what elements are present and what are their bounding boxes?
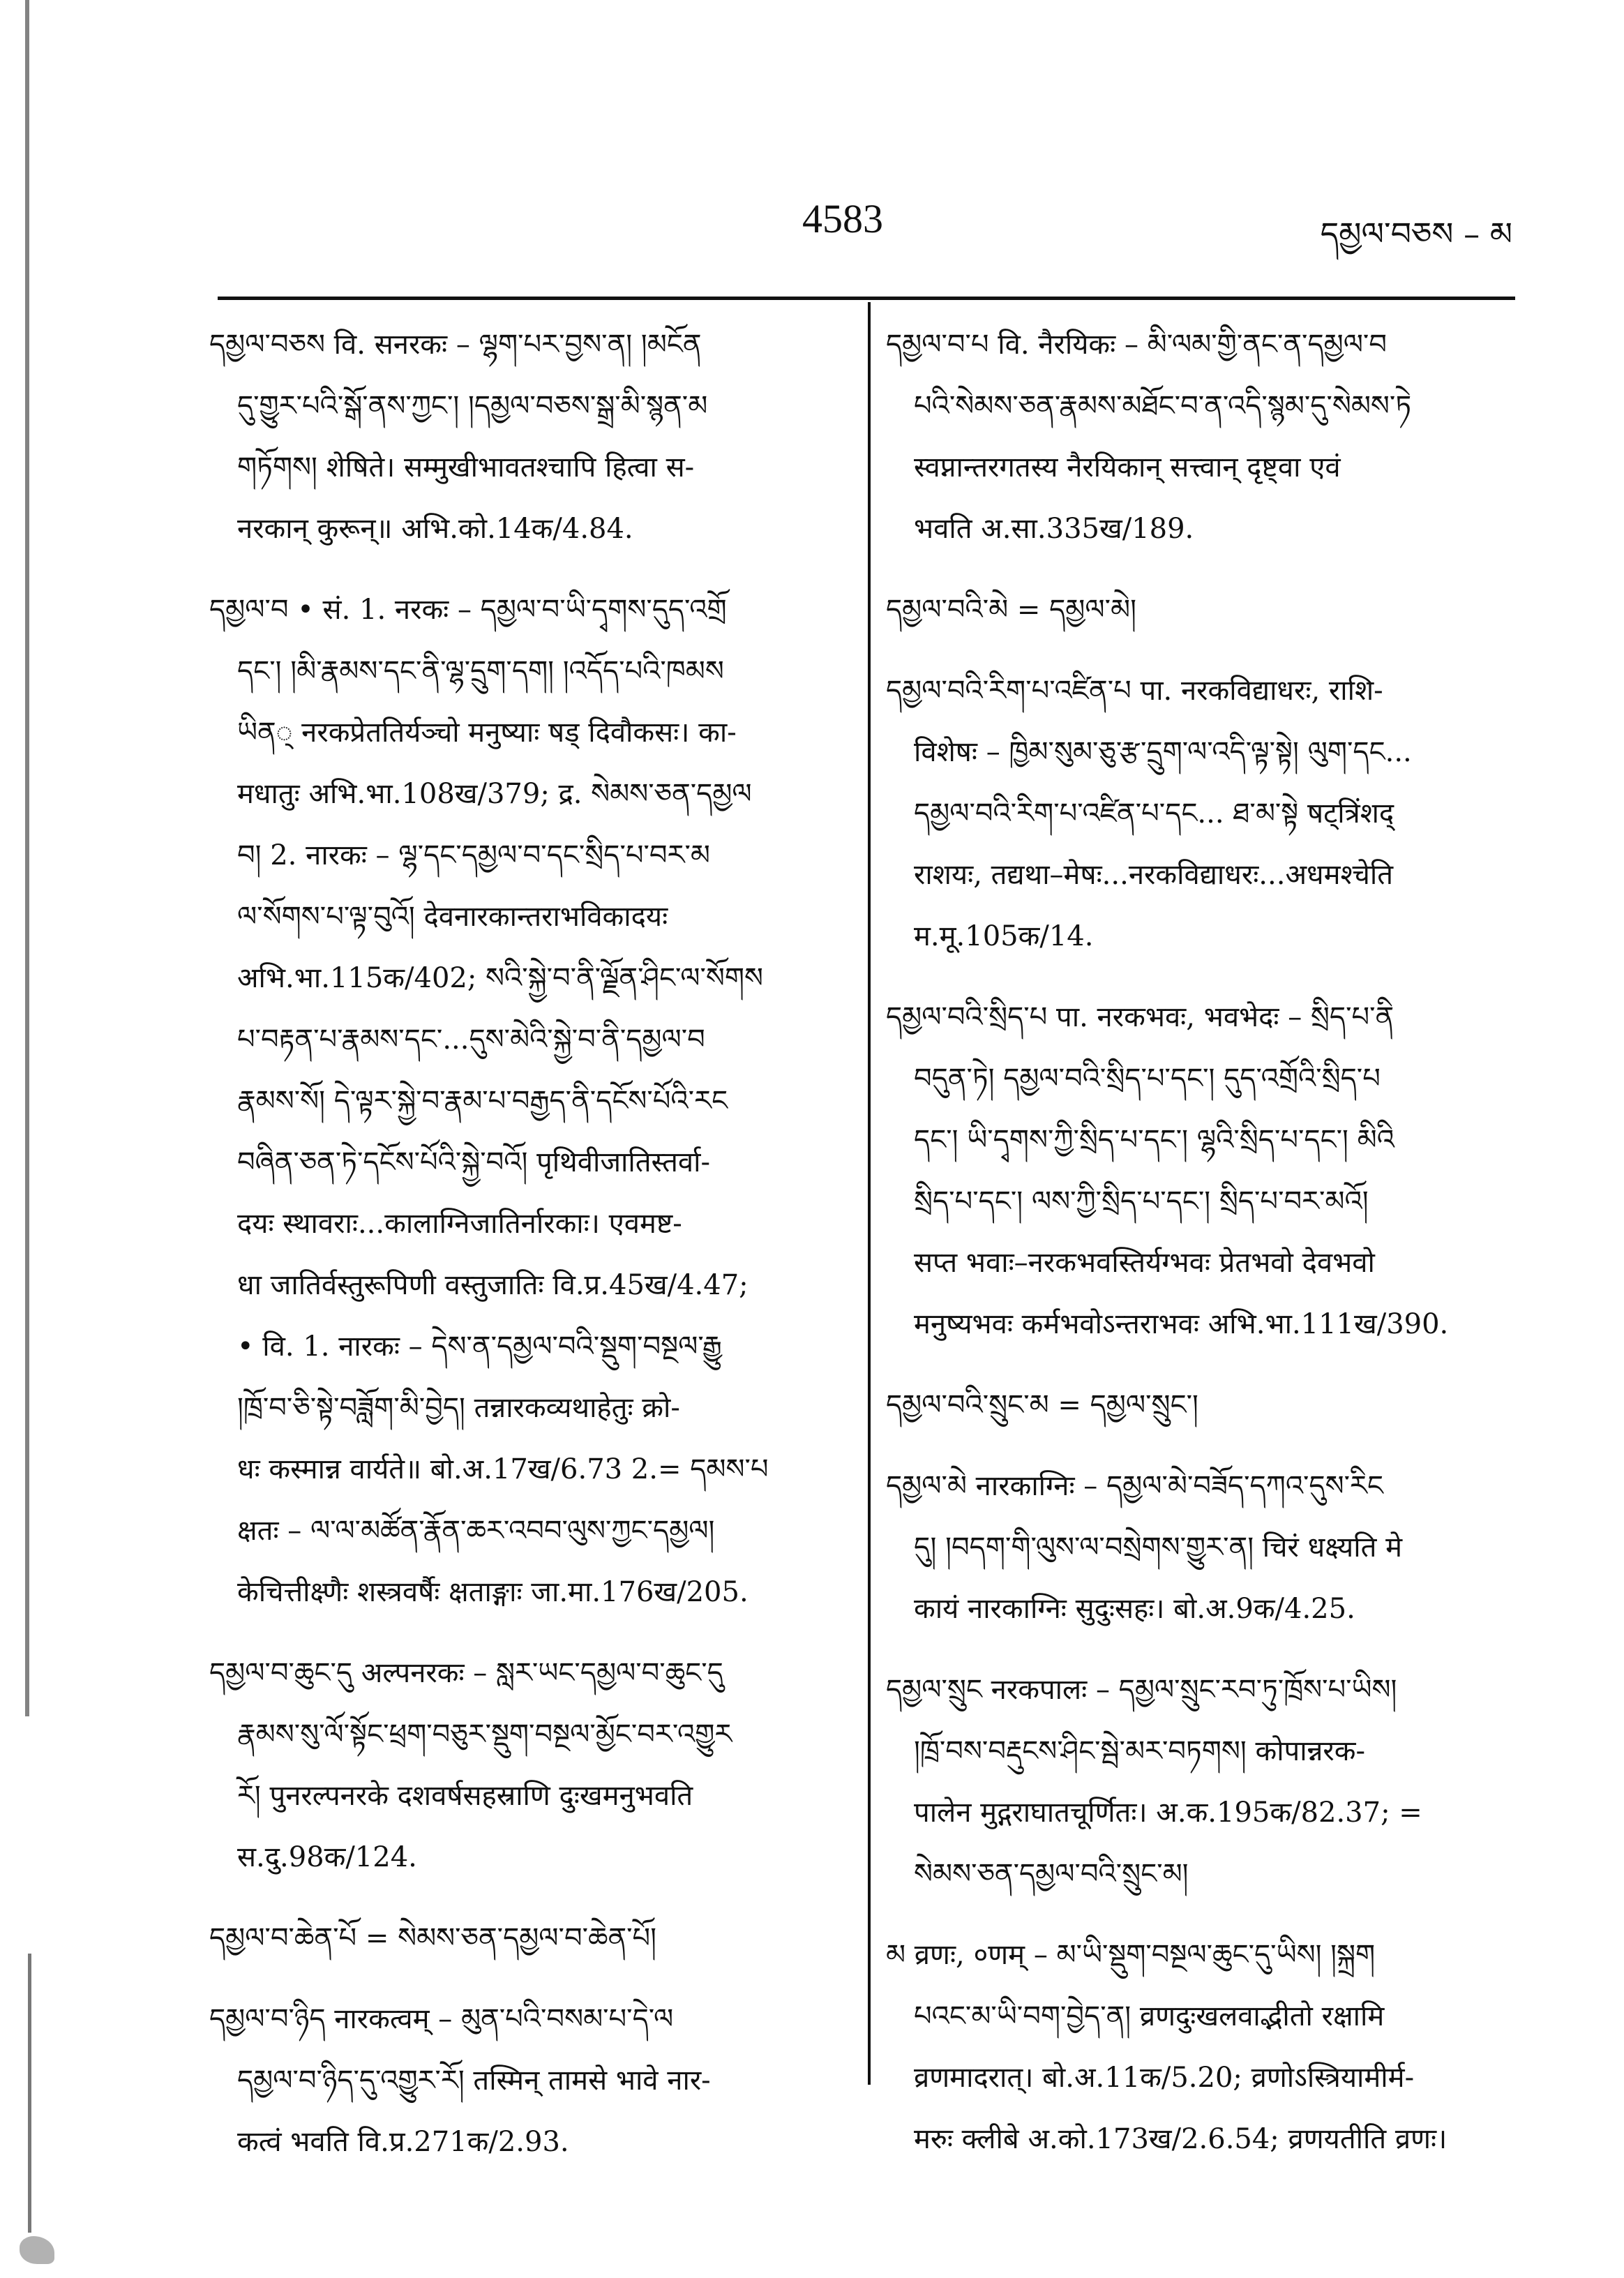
dictionary-entry: [886, 1455, 1507, 1640]
entry-line: དང་། ཡི་དྭགས་ཀྱི་སྲིད་པ་དང་། ལྷའི་སྲིད་པ་དང་། མིའི: [914, 1124, 1394, 1156]
entry-line: སྲིད་པ་དང་། ལས་ཀྱི་སྲིད་པ་དང་། སྲིད་པ་བར་མའོ།: [914, 1185, 1369, 1217]
entry-line: राशयः, तद्यथा–मेषः...नरकविद्याधरः...अधमश्चेति: [914, 859, 1394, 891]
entry-headline: དམྱལ་མེ नारकाग्निः – དམྱལ་མེ་བཟོད་དཀའ་དུས་རིང: [886, 1470, 1383, 1502]
entry-line: केचित्तीक्ष्णैः शस्त्रवर्षैः क्षताङ्गाः जा.मा.176ख/205.: [237, 1576, 749, 1608]
entry-line: क्षतः – ལ་ལ་མཚོན་རྣོན་ཆར་འབབ་ལུས་ཀྱང་དམྱལ།: [237, 1515, 715, 1547]
entry-headline: དམྱལ་སྲུང नरकपालः – དམྱལ་སྲུང་རབ་ཏུ་ཁྲོས་པ་ཡིས།: [886, 1674, 1397, 1706]
entry-line: དམྱལ་བའི་རིག་པ་འཛིན་པ་དང... ཐ་མ་སྟེ षट्त्रिंशद्: [914, 797, 1394, 830]
dictionary-entry: [209, 1642, 837, 1888]
entry-line: दयः स्थावराः...कालाग्निजातिर्नारकाः। एवमष्ट-: [237, 1208, 682, 1240]
entry-line: ཡིན् नरकप्रेततिर्यञ्चो मनुष्याः षड् दिवौकसः। का-: [237, 717, 737, 749]
scan-edge: [28, 1954, 31, 2233]
entry-line: विशेषः – ཁྱིམ་སུམ་ཅུ་རྩ་དྲུག་ལ་འདི་ལྟ་སྟེ། ལུག་དང...: [914, 736, 1412, 768]
entry-line: བཞིན་ཅན་ཏེ་དངོས་པོའི་སྐྱེ་བའོ། पृथिवीजातिस्तर्वा-: [237, 1146, 710, 1178]
entry-line: नरकान् कुरून्॥ अभि.को.14क/4.84.: [237, 513, 633, 545]
entry-headline: དམྱལ་བའི་མེ = དམྱལ་མེ།: [886, 594, 1136, 626]
entry-headline: དམྱལ་བཅས वि. सनरकः – ལྷག་པར་བྱས་ན། །མངོན: [209, 329, 702, 361]
entry-line: मरुः क्लीबे अ.को.173ख/2.6.54; व्रणयतीति व्रणः।: [914, 2123, 1448, 2155]
entry-line: स.दु.98क/124.: [237, 1841, 417, 1873]
scan-artifact: [20, 2236, 54, 2264]
entry-headline: དམྱལ་བའི་སྲིད་པ पा. नरकभवः, भवभेदः – སྲིད་པ་ནི: [886, 1001, 1394, 1033]
entry-line: བདུན་ཏེ། དམྱལ་བའི་སྲིད་པ་དང་། དུད་འགྲོའི་སྲིད་པ: [914, 1063, 1381, 1095]
entry-line: भवति अ.सा.335ख/189.: [914, 513, 1194, 545]
left-column: [209, 314, 837, 2192]
dictionary-entry: [209, 1908, 837, 1969]
entry-line: अभि.भा.115क/402; སའི་སྐྱེ་བ་ནི་ལྗོན་ཤིང་ལ་སོགས: [237, 962, 764, 994]
entry-line: པ་བརྟན་པ་རྣམས་དང་...དུས་མེའི་སྐྱེ་བ་ནི་དམྱལ་བ: [237, 1024, 705, 1056]
dictionary-entry: [886, 987, 1507, 1355]
entry-headline: དམྱལ་བའི་རིག་པ་འཛིན་པ पा. नरकविद्याधरः, राशि-: [886, 675, 1383, 707]
entry-headline: དམྱལ་བ • सं. 1. नरकः – དམྱལ་བ་ཡི་དྭགས་དུད་འགྲོ: [209, 594, 727, 626]
dictionary-entry: [886, 314, 1507, 560]
entry-line: །ཁྲོ་བས་བརྡུངས་ཤིང་སྦེ་མར་བཏགས། कोपान्नरक-: [914, 1735, 1366, 1767]
entry-line: དམྱལ་བ་ཉིད་དུ་འགྱུར་རོ། तस्मिन् तामसे भावे नार-: [237, 2065, 711, 2097]
dictionary-entry: [886, 1374, 1507, 1436]
dictionary-entry: [209, 579, 837, 1623]
entry-headline: དམྱལ་བའི་སྲུང་མ = དམྱལ་སྲུང་།: [886, 1389, 1198, 1421]
entry-line: कत्वं भवति वि.प्र.271क/2.93.: [237, 2126, 569, 2158]
entry-line: །ཁྲོ་བ་ཅི་སྟེ་བཟློག་མི་བྱེད། तन्नारकव्यथाहेतुः क्रो-: [237, 1392, 680, 1424]
entry-line: དུ། །བདག་གི་ལུས་ལ་བསྲེགས་གྱུར་ན། चिरं धक्ष्यति मे: [914, 1531, 1403, 1564]
entry-line: मनुष्यभवः कर्मभवोऽन्तराभवः अभि.भा.111ख/390.: [914, 1308, 1449, 1340]
entry-line: སེམས་ཅན་དམྱལ་བའི་སྲུང་མ།: [914, 1858, 1189, 1890]
dictionary-entry: [886, 660, 1507, 967]
entry-line: རྣམས་སོ། དེ་ལྟར་སྐྱེ་བ་རྣམ་པ་བརྒྱད་ནི་དངོས་པོའི་རང: [237, 1085, 728, 1117]
entry-line: དང་། །མི་རྣམས་དང་ནི་ལྷ་དྲུག་དག། །འདོད་པའི་ཁམས: [237, 655, 724, 687]
running-head: དམྱལ་བཅས – མ: [1320, 215, 1512, 253]
entry-headline: དམྱལ་བ་ཉིད नारकत्वम् – མུན་པའི་བསམ་པ་དེ་ལ: [209, 2003, 674, 2035]
right-column: [886, 314, 1507, 2189]
entry-line: བ། 2. नारकः – ལྷ་དང་དམྱལ་བ་དང་སྲིད་པ་བར་མ: [237, 839, 710, 871]
entry-line: རྣམས་སུ་ལོ་སྟོང་ཕྲག་བཅུར་སྡུག་བསྔལ་མྱོང་བར་འགྱུར: [237, 1718, 732, 1751]
entry-line: པའི་སེམས་ཅན་རྣམས་མཐོང་བ་ན་འདི་སྙམ་དུ་སེམས་ཏེ: [914, 390, 1412, 422]
entry-line: पालेन मुद्गराघातचूर्णितः। अ.क.195क/82.37; =: [914, 1797, 1422, 1829]
entry-line: सप्त भवाः–नरकभवस्तिर्यग्भवः प्रेतभवो देवभवो: [914, 1247, 1375, 1279]
entry-line: རོ། पुनरल्पनरके दशवर्षसहस्राणि दुःखमनुभवति: [237, 1780, 693, 1812]
entry-headline: དམྱལ་བ་ཆེན་པོ = སེམས་ཅན་དམྱལ་བ་ཆེན་པོ།: [209, 1922, 657, 1954]
entry-line: པའང་མ་ཡི་བག་བྱེད་ན། व्रणदुःखलवाद्भीतो रक्षामि: [914, 2000, 1385, 2032]
header-rule: [218, 297, 1515, 300]
entry-line: གཏོགས། शेषिते। सम्मुखीभावतश्चापि हित्वा स-: [237, 451, 695, 484]
dictionary-entry: [209, 314, 837, 560]
scan-edge: [25, 0, 29, 1716]
entry-headline: དམྱལ་བ་ཆུང་དུ अल्पनरकः – སླར་ཡང་དམྱལ་བ་ཆུང་དུ: [209, 1657, 723, 1689]
entry-line: धा जातिर्वस्तुरूपिणी वस्तुजातिः वि.प्र.45ख/4.47;: [237, 1269, 749, 1301]
entry-line: स्वप्नान्तरगतस्य नैरयिकान् सत्त्वान् दृष्ट्वा एवं: [914, 451, 1341, 484]
dictionary-entry: [886, 579, 1507, 640]
entry-line: ལ་སོགས་པ་ལྟ་བུའོ། देवनारकान्तराभविकादयः: [237, 901, 668, 933]
entry-headline: དམྱལ་བ་པ वि. नैरयिकः – མི་ལམ་གྱི་ནང་ན་དམྱལ་བ: [886, 329, 1387, 361]
entry-line: व्रणमादरात्। बो.अ.11क/5.20; व्रणोऽस्त्रियामीर्म-: [914, 2062, 1415, 2094]
dictionary-entry: [886, 1659, 1507, 1905]
entry-line: कायं नारकाग्निः सुदुःसहः। बो.अ.9क/4.25.: [914, 1593, 1355, 1625]
entry-headline: མ व्रणः, ०णम् – མ་ཡི་སྡུག་བསྔལ་ཆུང་དུ་ཡིས། །སྐྲག: [886, 1939, 1376, 1971]
entry-line: धः कस्मान्न वार्यते॥ बो.अ.17ख/6.73 2.= དམས་པ: [237, 1453, 769, 1485]
page-number: 4583: [802, 196, 883, 241]
entry-line: मधातुः अभि.भा.108ख/379; द्र. སེམས་ཅན་དམྱལ: [237, 778, 752, 810]
dictionary-entry: [209, 1988, 837, 2173]
entry-line: • वि. 1. नारकः – དེས་ན་དམྱལ་བའི་སྡུག་བསྔལ་རྒྱུ: [237, 1331, 722, 1363]
column-divider: [868, 302, 871, 2085]
dictionary-entry: [886, 1924, 1507, 2170]
entry-line: དུ་གྱུར་པའི་སྒོ་ནས་ཀྱང་། །དམྱལ་བཅས་སྒྲ་མི་སྙན་མ: [237, 390, 708, 422]
entry-line: म.मू.105क/14.: [914, 920, 1094, 952]
